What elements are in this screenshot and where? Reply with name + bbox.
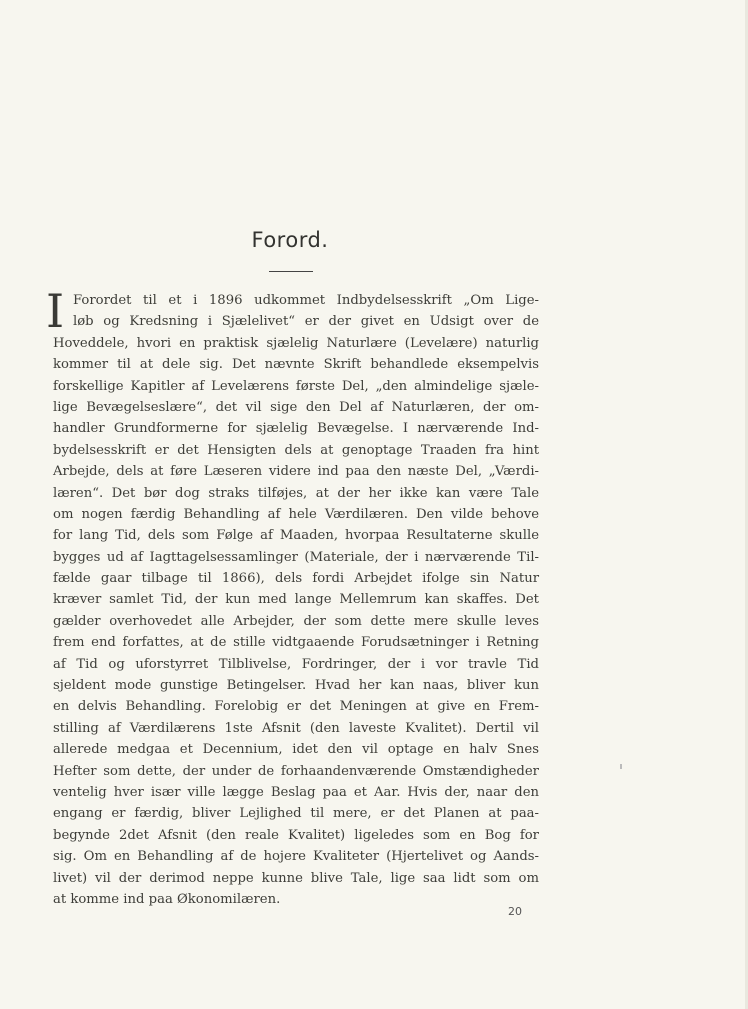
text-line: Arbejde, dels at føre Læseren videre ind paa den næste Del, „Værdi- (53, 464, 539, 480)
title-rule (269, 271, 313, 272)
text-line: lige Bevægelseslære“, det vil sige den Del af Naturlæren, der om- (53, 399, 539, 415)
text-line: begynde 2det Afsnit (den reale Kvalitet) ligeledes som en Bog for (53, 827, 539, 843)
text-line: læren“. Det bør dog straks tilføjes, at der her ikke kan være Tale (53, 485, 539, 501)
text-line: fælde gaar tilbage til 1866), dels fordi Arbejdet ifolge sin Natur (53, 571, 539, 587)
page-title: Forord. (251, 228, 329, 252)
text-line: Hefter som dette, der under de forhaandenværende Omstændigheder (53, 763, 539, 779)
text-line: gælder overhovedet alle Arbejder, der som dette mere skulle leves (53, 613, 539, 629)
text-line: at komme ind paa Økonomilæren. (53, 891, 281, 907)
body-text (46, 284, 539, 910)
text-line: allerede medgaa et Decennium, idet den vil optage en halv Snes (53, 742, 539, 758)
text-line: handler Grundformerne for sjælelig Bevægelse. I nærværende Ind- (53, 421, 539, 437)
text-line: sig. Om en Behandling af de hojere Kvaliteter (Hjertelivet og Aands- (53, 849, 539, 865)
text-line: af Tid og uforstyrret Tilblivelse, Fordringer, der i vor travle Tid (53, 656, 539, 672)
page-number: 20 (508, 905, 522, 918)
text-line: engang er færdig, bliver Lejlighed til mere, er det Planen at paa- (53, 806, 539, 822)
text-line: livet) vil der derimod neppe kunne blive Tale, lige saa lidt som om (53, 870, 539, 886)
text-line: kræver samlet Tid, der kun med lange Mellemrum kan skaffes. Det (53, 592, 539, 608)
text-line: frem end forfattes, at de stille vidtgaaende Forudsætninger i Retning (53, 635, 539, 651)
margin-mark (620, 764, 622, 769)
text-line: kommer til at dele sig. Det nævnte Skrift behandlede eksempelvis (53, 357, 539, 373)
text-line: løb og Kredsning i Sjælelivet“ er der givet en Udsigt over de (73, 314, 539, 330)
text-line: Hoveddele, hvori en praktisk sjælelig Naturlære (Levelære) naturlig (53, 335, 539, 351)
drop-cap: I (46, 284, 65, 338)
text-line: stilling af Værdilærens 1ste Afsnit (den laveste Kvalitet). Dertil vil (53, 720, 539, 736)
text-line: forskellige Kapitler af Levelærens første Del, „den almindelige sjæle- (53, 378, 539, 394)
text-line: bydelsesskrift er det Hensigten dels at genoptage Traaden fra hint (53, 442, 539, 458)
text-line: Forordet til et i 1896 udkommet Indbydelsesskrift „Om Lige- (73, 293, 539, 308)
text-line: bygges ud af Iagttagelsessamlinger (Materiale, der i nærværende Til- (53, 549, 539, 565)
text-line: en delvis Behandling. Forelobig er det Meningen at give en Frem- (53, 699, 539, 715)
text-line: for lang Tid, dels som Følge af Maaden, hvorpaa Resultaterne skulle (53, 528, 539, 544)
text-line: sjeldent mode gunstige Betingelser. Hvad her kan naas, bliver kun (53, 678, 539, 694)
text-line: ventelig hver især ville lægge Beslag paa et Aar. Hvis der, naar den (53, 784, 539, 800)
text-line: om nogen færdig Behandling af hele Værdilæren. Den vilde behove (53, 506, 539, 522)
